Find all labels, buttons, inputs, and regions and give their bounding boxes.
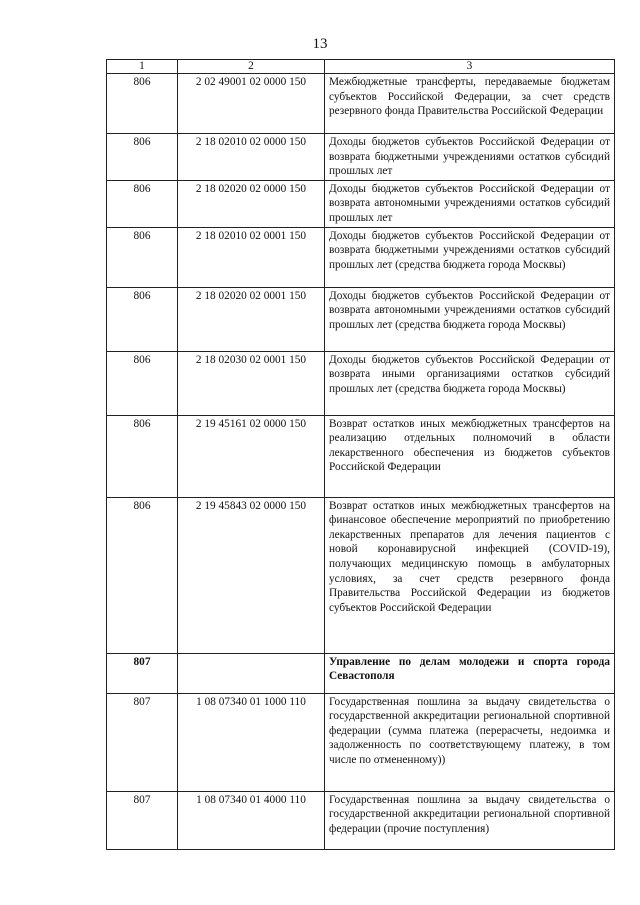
revenue-description-cell: Возврат остатков иных межбюджетных трансфертов на реализацию отдельных полномочий в области лекарственного обеспечения из бюджетов субъектов Российской Федерации bbox=[325, 415, 615, 497]
revenue-code-cell: 2 19 45161 02 0000 150 bbox=[178, 415, 325, 497]
revenue-code-cell: 1 08 07340 01 4000 110 bbox=[178, 791, 325, 849]
column-header-2: 2 bbox=[178, 60, 325, 74]
admin-code-cell: 807 bbox=[107, 653, 178, 693]
table-row bbox=[107, 227, 615, 287]
revenue-code-cell bbox=[178, 653, 325, 693]
page-number: 13 bbox=[312, 36, 328, 52]
table-row bbox=[107, 74, 615, 134]
revenue-description-cell: Доходы бюджетов субъектов Российской Федерации от возврата иными организациями остатков субсидий прошлых лет (средства бюджета города Москвы) bbox=[325, 351, 615, 415]
admin-code-cell: 806 bbox=[107, 134, 178, 181]
table-row bbox=[107, 415, 615, 497]
revenue-description-cell: Доходы бюджетов субъектов Российской Федерации от возврата бюджетными учреждениями остатков субсидий прошлых лет bbox=[325, 134, 615, 181]
table-row bbox=[107, 693, 615, 791]
table-row bbox=[107, 497, 615, 653]
revenue-description-cell: Доходы бюджетов субъектов Российской Федерации от возврата автономными учреждениями остатков субсидий прошлых лет bbox=[325, 180, 615, 227]
table-row bbox=[107, 791, 615, 849]
revenue-code-cell: 2 18 02010 02 0000 150 bbox=[178, 134, 325, 181]
admin-code-cell: 806 bbox=[107, 287, 178, 351]
revenue-description-cell: Возврат остатков иных межбюджетных трансфертов на финансовое обеспечение мероприятий по приобретению лекарственных препаратов для лечения пациентов с новой коронавирусной инфекцией (COVID-19), получающих медицинскую помощь в амбулаторных условиях, за счет средств резервного фонда Правительства Российской Федерации из бюджетов субъектов Российской Федерации bbox=[325, 497, 615, 653]
revenue-code-cell: 2 18 02030 02 0001 150 bbox=[178, 351, 325, 415]
admin-code-cell: 806 bbox=[107, 415, 178, 497]
column-header-1: 1 bbox=[107, 60, 178, 74]
admin-code-cell: 807 bbox=[107, 791, 178, 849]
revenue-code-cell: 2 19 45843 02 0000 150 bbox=[178, 497, 325, 653]
revenue-description-cell: Доходы бюджетов субъектов Российской Федерации от возврата автономными учреждениями остатков субсидий прошлых лет (средства бюджета города Москвы) bbox=[325, 287, 615, 351]
table-group-row bbox=[107, 653, 615, 693]
revenue-code-cell: 1 08 07340 01 1000 110 bbox=[178, 693, 325, 791]
revenue-code-table bbox=[106, 59, 615, 850]
table-row bbox=[107, 180, 615, 227]
revenue-code-cell: 2 18 02020 02 0001 150 bbox=[178, 287, 325, 351]
revenue-description-cell: Межбюджетные трансферты, передаваемые бюджетам субъектов Российской Федерации, за счет средств резервного фонда Правительства Российской Федерации bbox=[325, 74, 615, 134]
table-row bbox=[107, 287, 615, 351]
admin-code-cell: 806 bbox=[107, 351, 178, 415]
table-row bbox=[107, 134, 615, 181]
table-body bbox=[107, 74, 615, 850]
revenue-description-cell: Государственная пошлина за выдачу свидетельства о государственной аккредитации региональной спортивной федерации (сумма платежа (перерасчеты, недоимка и задолженность по соответствующему платежу, в том числе по отмененному)) bbox=[325, 693, 615, 791]
table-row bbox=[107, 351, 615, 415]
admin-code-cell: 806 bbox=[107, 180, 178, 227]
column-header-3: 3 bbox=[325, 60, 615, 74]
revenue-code-cell: 2 18 02020 02 0000 150 bbox=[178, 180, 325, 227]
admin-code-cell: 806 bbox=[107, 497, 178, 653]
revenue-code-cell: 2 02 49001 02 0000 150 bbox=[178, 74, 325, 134]
admin-code-cell: 807 bbox=[107, 693, 178, 791]
revenue-description-cell: Государственная пошлина за выдачу свидетельства о государственной аккредитации региональной спортивной федерации (прочие поступления) bbox=[325, 791, 615, 849]
admin-code-cell: 806 bbox=[107, 74, 178, 134]
revenue-code-cell: 2 18 02010 02 0001 150 bbox=[178, 227, 325, 287]
table-header-row bbox=[107, 60, 615, 74]
revenue-description-cell: Управление по делам молодежи и спорта города Севастополя bbox=[325, 653, 615, 693]
revenue-description-cell: Доходы бюджетов субъектов Российской Федерации от возврата бюджетными учреждениями остатков субсидий прошлых лет (средства бюджета города Москвы) bbox=[325, 227, 615, 287]
admin-code-cell: 806 bbox=[107, 227, 178, 287]
